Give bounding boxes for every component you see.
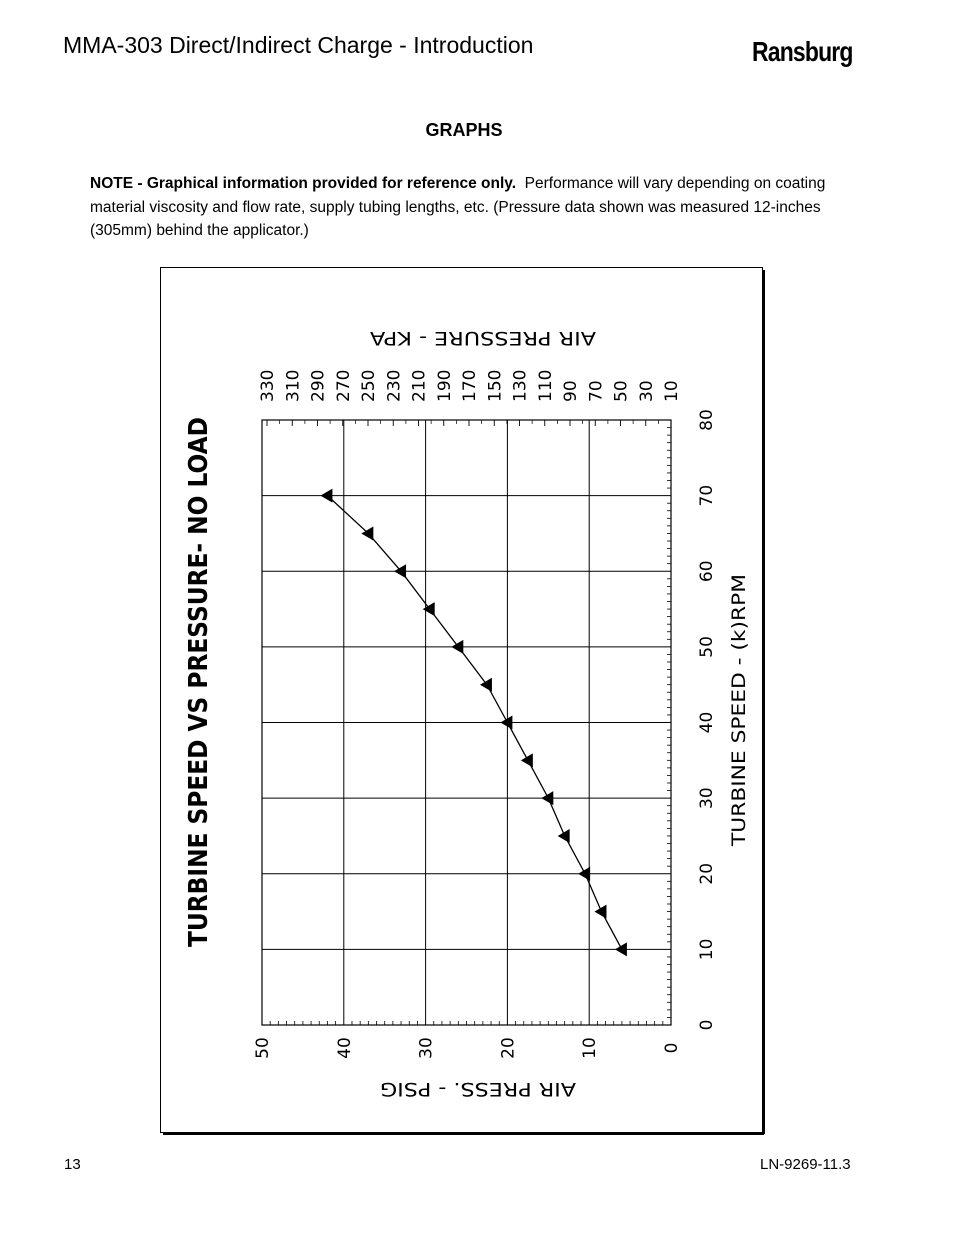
kpa-tick-label: 250 xyxy=(359,369,379,402)
speed-tick-label: 50 xyxy=(697,636,717,658)
data-point xyxy=(423,602,435,616)
chart-grid xyxy=(262,420,671,1025)
speed-tick-label: 70 xyxy=(697,484,717,507)
page-number: 13 xyxy=(64,1156,81,1173)
page-header-title: MMA-303 Direct/Indirect Charge - Introduction xyxy=(63,32,534,58)
psig-axis-label: AIR PRESS. - PSIG xyxy=(380,1078,576,1100)
data-point xyxy=(541,791,553,805)
data-point xyxy=(480,678,492,692)
note-text: Performance will vary depending on coating material viscosity and flow rate, supply tubing lengths, etc. (Pressure data shown was measured 12-inches (305mm) behind the applicator.) xyxy=(90,175,826,239)
speed-axis-label: TURBINE SPEED - (k)RPM xyxy=(728,608,750,846)
psig-tick-label: 10 xyxy=(580,1037,601,1059)
kpa-tick-label: 170 xyxy=(460,369,480,402)
kpa-tick-label: 190 xyxy=(434,369,455,402)
kpa-tick-label: 310 xyxy=(283,369,304,402)
kpa-tick-label: 130 xyxy=(510,369,531,402)
data-point xyxy=(558,829,570,843)
psig-tick-label: 0 xyxy=(662,1042,682,1054)
kpa-axis-label: AIR PRESSURE - KPA xyxy=(369,327,596,349)
data-point xyxy=(394,564,406,578)
kpa-tick-label: 50 xyxy=(611,380,632,402)
section-title: GRAPHS xyxy=(425,120,503,140)
kpa-tick-label: 110 xyxy=(535,369,556,402)
kpa-tick-label: 210 xyxy=(409,369,430,402)
kpa-tick-label: 230 xyxy=(384,369,405,402)
speed-tick-label: 40 xyxy=(697,711,717,734)
psig-tick-label: 30 xyxy=(416,1037,437,1059)
brand-logo: Ransburg xyxy=(752,36,853,67)
chart-title: TURBINE SPEED VS PRESSURE- NO LOAD xyxy=(184,354,214,947)
speed-tick-label: 30 xyxy=(697,787,717,809)
speed-tick-label: 80 xyxy=(697,409,717,431)
note-bold: NOTE - Graphical information provided for reference only. xyxy=(90,175,517,192)
kpa-tick-label: 30 xyxy=(636,380,657,402)
kpa-tick-label: 330 xyxy=(258,369,278,402)
data-point xyxy=(451,640,463,654)
psig-tick-label: 50 xyxy=(253,1037,273,1059)
speed-tick-label: 0 xyxy=(697,1019,717,1031)
kpa-tick-label: 10 xyxy=(662,380,682,402)
kpa-tick-label: 270 xyxy=(333,369,354,402)
data-point xyxy=(320,489,332,503)
kpa-tick-label: 70 xyxy=(586,380,607,402)
data-point xyxy=(521,753,533,767)
kpa-tick-label: 290 xyxy=(308,369,329,402)
kpa-tick-label: 150 xyxy=(485,369,506,402)
psig-tick-label: 40 xyxy=(334,1037,355,1059)
data-point xyxy=(594,905,606,919)
chart-labels xyxy=(184,327,750,1100)
speed-tick-label: 60 xyxy=(697,560,717,583)
psig-tick-label: 20 xyxy=(498,1037,519,1059)
doc-number: LN-9269-11.3 xyxy=(760,1156,851,1173)
speed-tick-label: 20 xyxy=(697,862,717,885)
speed-tick-label: 10 xyxy=(697,938,717,961)
data-point xyxy=(615,942,627,956)
data-point xyxy=(578,867,590,881)
kpa-tick-label: 90 xyxy=(561,380,581,402)
data-point xyxy=(500,716,512,730)
